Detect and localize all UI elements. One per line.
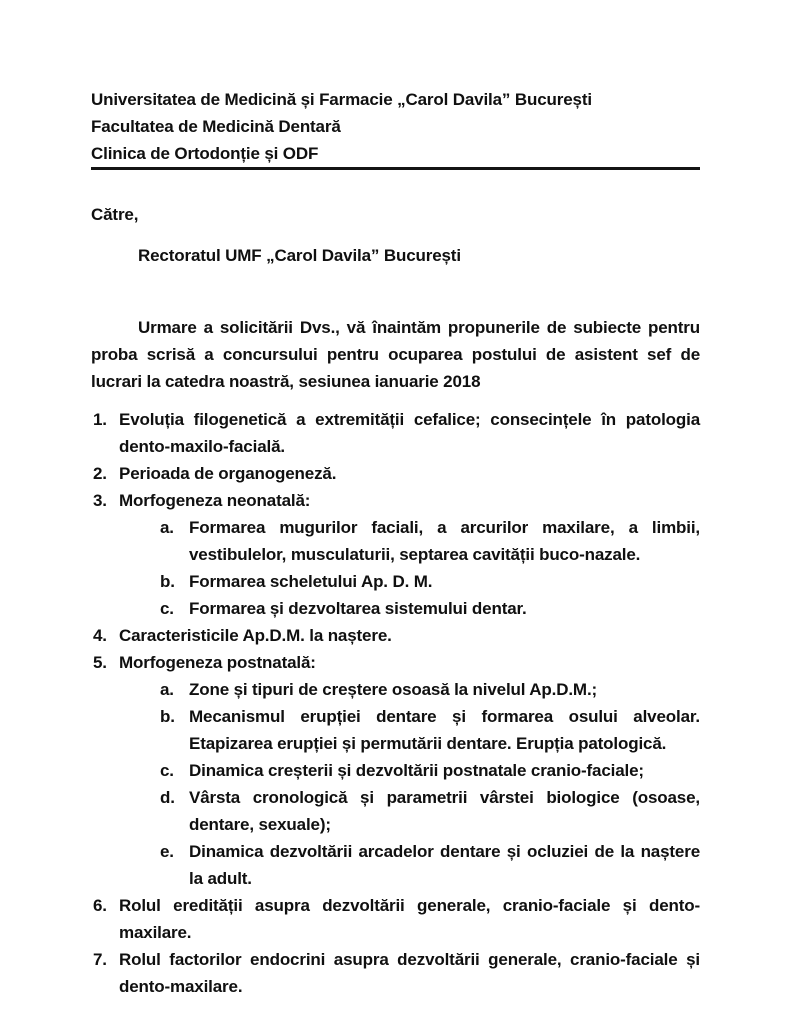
intro-paragraph: Urmare a solicitării Dvs., vă înaintăm propunerile de subiecte pentru proba scrisă a concursului pentru ocuparea postului de asistent sef de lucrari la catedra noastră, sesiunea ianuarie 2018 bbox=[91, 318, 700, 391]
topic-item-6 bbox=[91, 892, 700, 946]
subtopic-letter: c. bbox=[160, 599, 174, 618]
topic-number: 2. bbox=[93, 464, 107, 483]
subtopic-text: Dinamica creșterii și dezvoltării postnatale cranio-faciale; bbox=[189, 761, 644, 780]
topic-item-1 bbox=[91, 406, 700, 460]
topic-item-7 bbox=[91, 946, 700, 1000]
topic-number: 3. bbox=[93, 491, 107, 510]
subtopic-text: Formarea scheletului Ap. D. M. bbox=[189, 572, 433, 591]
topic-text: Rolul factorilor endocrini asupra dezvoltării generale, cranio-faciale și dento-maxilare. bbox=[119, 950, 700, 996]
topic-item-5 bbox=[91, 649, 700, 676]
topic-text: Rolul eredității asupra dezvoltării generale, cranio-faciale și dento-maxilare. bbox=[119, 896, 700, 942]
subtopic-letter: b. bbox=[160, 572, 175, 591]
topic-item-3 bbox=[91, 487, 700, 514]
letterhead-clinic: Clinica de Ortodonție și ODF bbox=[91, 144, 319, 163]
topic-number: 5. bbox=[93, 653, 107, 672]
topic-text: Perioada de organogeneză. bbox=[119, 464, 337, 483]
subtopic-text: Zone și tipuri de creștere osoasă la nivelul Ap.D.M.; bbox=[189, 680, 598, 699]
topic-text: Morfogeneza neonatală: bbox=[119, 491, 311, 510]
document-content bbox=[91, 0, 700, 1000]
topic-number: 7. bbox=[93, 950, 107, 969]
subtopic-letter: c. bbox=[160, 761, 174, 780]
subtopic-text: Dinamica dezvoltării arcadelor dentare și ocluziei de la naștere la adult. bbox=[189, 842, 700, 888]
subtopic-letter: a. bbox=[160, 680, 174, 699]
topic-number: 4. bbox=[93, 626, 107, 645]
topic-text: Caracteristicile Ap.D.M. la naștere. bbox=[119, 626, 392, 645]
subtopic-item-3c bbox=[159, 595, 700, 622]
subtopic-letter: e. bbox=[160, 842, 174, 861]
subtopic-text: Mecanismul erupției dentare și formarea osului alveolar. Etapizarea erupției și permutării dentare. Erupția patologică. bbox=[189, 707, 700, 753]
topic-3-sublist bbox=[159, 514, 700, 622]
topic-item-2 bbox=[91, 460, 700, 487]
letterhead bbox=[91, 86, 700, 170]
subtopic-item-5a bbox=[159, 676, 700, 703]
addressee: Rectoratul UMF „Carol Davila” București bbox=[138, 246, 461, 265]
subtopic-item-3b bbox=[159, 568, 700, 595]
subtopic-letter: b. bbox=[160, 707, 175, 726]
subtopic-item-5d bbox=[159, 784, 700, 838]
letterhead-faculty: Facultatea de Medicină Dentară bbox=[91, 117, 341, 136]
topic-list bbox=[91, 406, 700, 1000]
topic-number: 1. bbox=[93, 410, 107, 429]
subtopic-item-5e bbox=[159, 838, 700, 892]
topic-number: 6. bbox=[93, 896, 107, 915]
subtopic-text: Vârsta cronologică și parametrii vârstei biologice (osoase, dentare, sexuale); bbox=[189, 788, 700, 834]
subtopic-letter: d. bbox=[160, 788, 175, 807]
subtopic-item-5c bbox=[159, 757, 700, 784]
subtopic-item-3a bbox=[159, 514, 700, 568]
topic-text: Morfogeneza postnatală: bbox=[119, 653, 316, 672]
subtopic-item-5b bbox=[159, 703, 700, 757]
topic-text: Evoluția filogenetică a extremității cefalice; consecințele în patologia dento-maxilo-facială. bbox=[119, 410, 700, 456]
topic-5-sublist bbox=[159, 676, 700, 892]
subtopic-text: Formarea și dezvoltarea sistemului dentar. bbox=[189, 599, 527, 618]
topic-item-4 bbox=[91, 622, 700, 649]
subtopic-text: Formarea mugurilor faciali, a arcurilor maxilare, a limbii, vestibulelor, musculaturii, septarea cavității buco-nazale. bbox=[189, 518, 700, 564]
subtopic-letter: a. bbox=[160, 518, 174, 537]
letterhead-university: Universitatea de Medicină și Farmacie „Carol Davila” București bbox=[91, 90, 592, 109]
salutation: Către, bbox=[91, 205, 139, 224]
